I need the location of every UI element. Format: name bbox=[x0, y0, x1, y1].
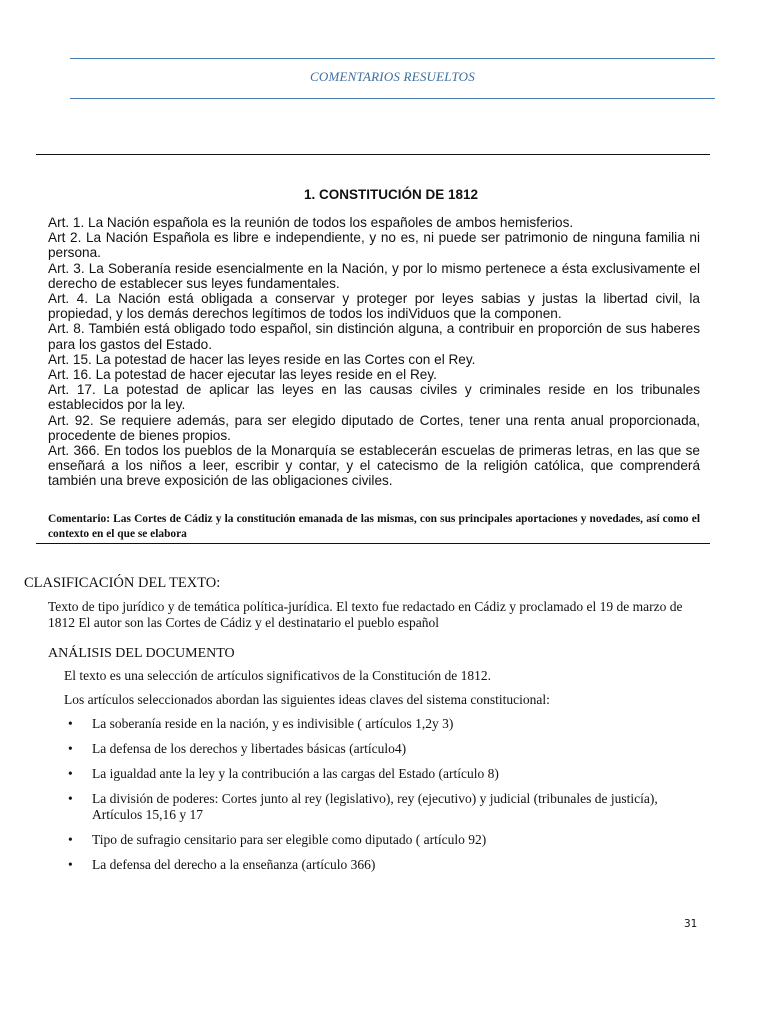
list-item-text: Tipo de sufragio censitario para ser elegible como diputado ( artículo 92) bbox=[92, 831, 487, 847]
bullet-icon: • bbox=[68, 716, 73, 731]
analysis-heading: ANÁLISIS DEL DOCUMENTO bbox=[48, 646, 235, 661]
article-16: Art. 16. La potestad de hacer ejecutar las leyes reside en el Rey. bbox=[48, 367, 437, 383]
article-15: Art. 15. La potestad de hacer las leyes reside en las Cortes con el Rey. bbox=[48, 351, 476, 367]
list-item bbox=[64, 791, 704, 822]
bullet-icon: • bbox=[68, 856, 73, 872]
list-item-text: La división de poderes: Cortes junto al rey (legislativo), rey (ejecutivo) y judicial (tribunales de justicía), Artículos 15,16 y 17 bbox=[92, 791, 658, 822]
list-item bbox=[64, 741, 704, 757]
classification-text: Texto de tipo jurídico y de temática política-jurídica. El texto fue redactado en Cádiz y proclamado el 19 de marzo de 1812 El autor son las Cortes de Cádiz y el destinatario el pueblo español bbox=[48, 599, 683, 630]
analysis-intro-2: Los artículos seleccionados abordan las siguientes ideas claves del sistema constitucional: bbox=[64, 692, 550, 707]
list-item bbox=[64, 832, 704, 848]
header-bottom-rule bbox=[70, 98, 715, 99]
list-item-text: La soberanía reside en la nación, y es indivisible ( artículos 1,2y 3) bbox=[92, 716, 454, 731]
page-number: 31 bbox=[684, 918, 698, 930]
list-item bbox=[64, 766, 704, 782]
article-3: Art. 3. La Soberanía reside esencialmente en la Nación, y por lo mismo pertenece a ésta exclusivamente el derecho de establecer sus leyes fundamentales. bbox=[48, 260, 700, 291]
article-366: Art. 366. En todos los pueblos de la Monarquía se establecerán escuelas de primeras letras, en las que se enseñará a los niños a leer, escribir y contar, y el catecismo de la religión católica, que comprenderá también una breve exposición de las obligaciones civiles. bbox=[48, 443, 700, 489]
list-item bbox=[64, 716, 704, 732]
document-title: 1. CONSTITUCIÓN DE 1812 bbox=[303, 187, 479, 202]
running-header-title: COMENTARIOS RESUELTOS bbox=[310, 69, 475, 84]
bullet-icon: • bbox=[68, 741, 73, 756]
article-92: Art. 92. Se requiere además, para ser elegido diputado de Cortes, tener una renta anual proporcionada, procedente de bienes propios. bbox=[48, 412, 700, 443]
analysis-intro-1: El texto es una selección de artículos significativos de la Constitución de 1812. bbox=[64, 668, 492, 683]
article-17: Art. 17. La potestad de aplicar las leyes en las causas civiles y criminales reside en los tribunales establecidos por la ley. bbox=[48, 382, 700, 413]
list-item-text: La defensa de los derechos y libertades básicas (artículo4) bbox=[92, 741, 407, 756]
bullet-icon: • bbox=[68, 791, 73, 806]
article-2: Art 2. La Nación Española es libre e independiente, y no es, ni puede ser patrimonio de ninguna familia ni persona. bbox=[48, 230, 700, 261]
document-top-rule bbox=[36, 154, 710, 155]
comment-prompt: Comentario: Las Cortes de Cádiz y la constitución emanada de las mismas, con sus principales aportaciones y novedades, así como el contexto en el que se elabora bbox=[48, 513, 700, 540]
document-bottom-rule bbox=[36, 543, 710, 544]
article-8: Art. 8. También está obligado todo español, sin distinción alguna, a contribuir en proporción de sus haberes para los gastos del Estado. bbox=[48, 321, 700, 352]
list-item-text: La igualdad ante la ley y la contribución a las cargas del Estado (artículo 8) bbox=[92, 766, 499, 781]
analysis-bullet-list bbox=[64, 716, 704, 882]
header-top-rule bbox=[70, 58, 715, 59]
list-item bbox=[64, 857, 704, 873]
classification-heading: CLASIFICACIÓN DEL TEXTO: bbox=[24, 575, 221, 591]
bullet-icon: • bbox=[68, 766, 73, 781]
constitution-articles bbox=[48, 215, 700, 489]
article-1: Art. 1. La Nación española es la reunión de todos los españoles de ambos hemisferios. bbox=[48, 215, 574, 230]
article-4: Art. 4. La Nación está obligada a conservar y proteger por leyes sabias y justas la libertad civil, la propiedad, y los demás derechos legítimos de todos los indiViduos que la componen. bbox=[48, 291, 700, 322]
bullet-icon: • bbox=[68, 831, 73, 847]
list-item-text: La defensa del derecho a la enseñanza (artículo 366) bbox=[92, 856, 376, 872]
